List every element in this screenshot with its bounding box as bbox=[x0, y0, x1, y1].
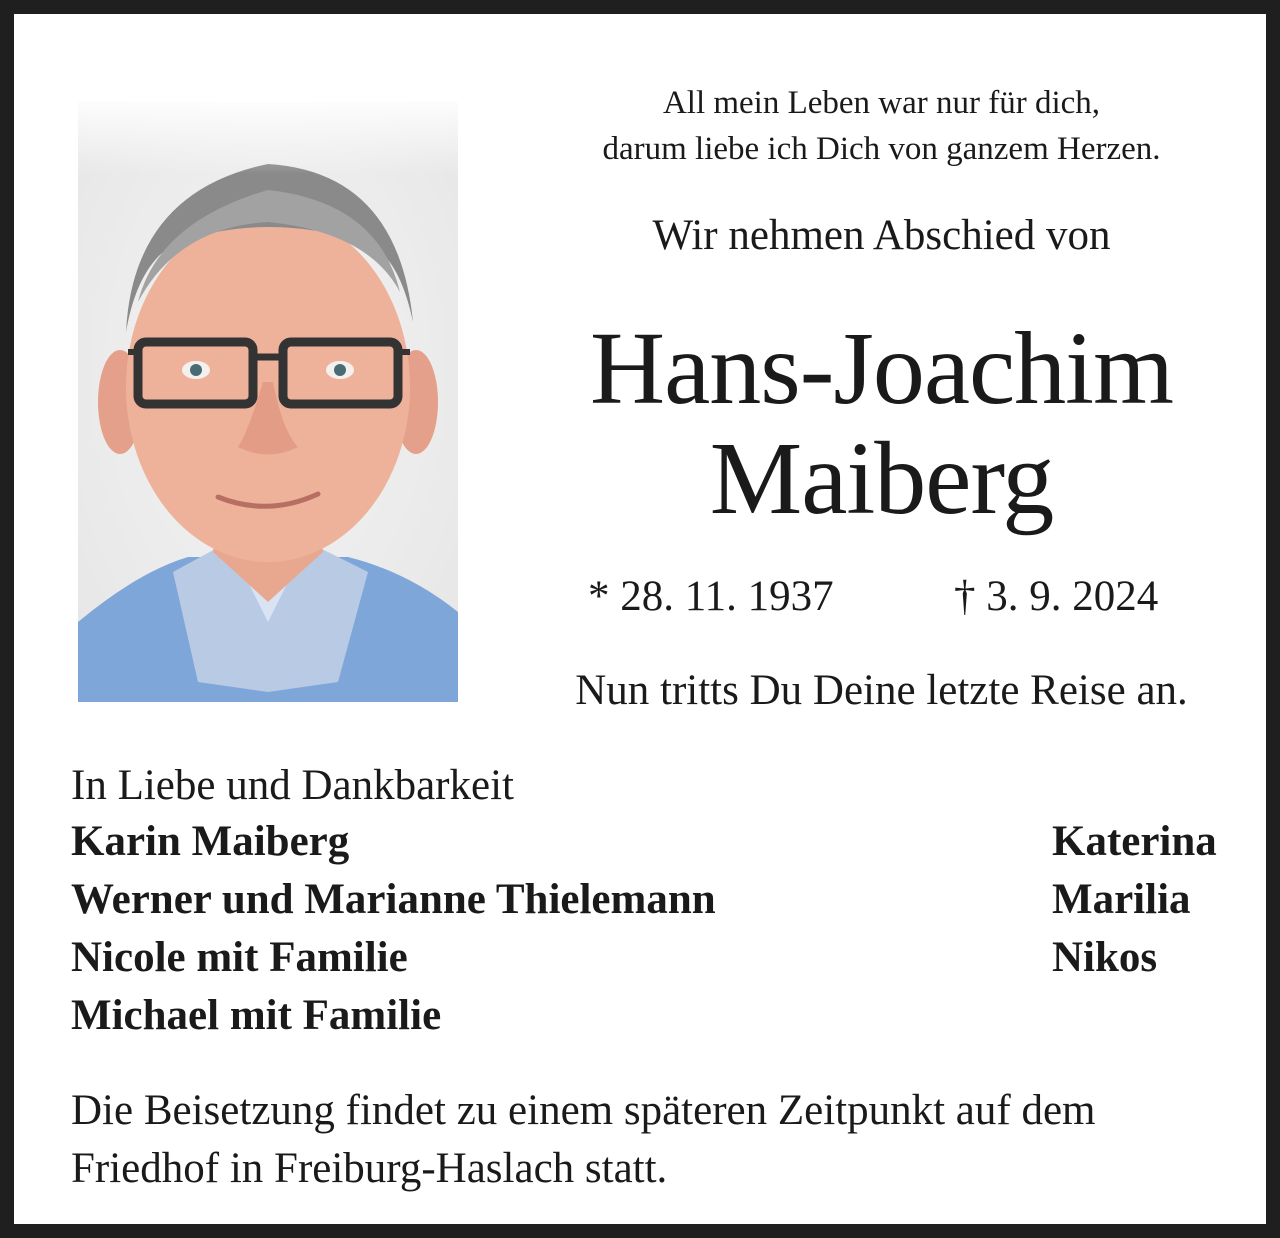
mourner: Michael mit Familie bbox=[71, 992, 442, 1039]
burial-line-2: Friedhof in Freiburg-Haslach statt. bbox=[71, 1145, 668, 1192]
death-date: † 3. 9. 2024 bbox=[954, 573, 1159, 620]
mourner: Karin Maiberg bbox=[71, 818, 350, 865]
deceased-name bbox=[514, 311, 1249, 536]
deceased-last-name: Maiberg bbox=[709, 421, 1054, 536]
birth-date: * 28. 11. 1937 bbox=[588, 573, 834, 620]
portrait-photo bbox=[78, 102, 458, 702]
motto-line-1: All mein Leben war nur für dich, bbox=[662, 85, 1101, 121]
deceased-first-name: Hans-Joachim bbox=[590, 311, 1173, 426]
mourners-list-left bbox=[71, 813, 716, 1045]
farewell-heading: Wir nehmen Abschied von bbox=[652, 212, 1111, 259]
motto-verse bbox=[514, 80, 1249, 172]
burial-line-1: Die Beisetzung findet zu einem späteren Zeitpunkt auf dem bbox=[71, 1087, 1096, 1134]
motto-line-2: darum liebe ich Dich von ganzem Herzen. bbox=[602, 131, 1161, 167]
mourners-list-right bbox=[1052, 813, 1217, 987]
mourner: Werner und Marianne Thielemann bbox=[71, 876, 716, 923]
burial-notice bbox=[71, 1082, 1251, 1198]
journey-line: Nun tritts Du Deine letzte Reise an. bbox=[575, 667, 1188, 714]
thanks-line: In Liebe und Dankbarkeit bbox=[71, 762, 514, 809]
mourner: Marilia bbox=[1052, 876, 1191, 923]
mourner: Katerina bbox=[1052, 818, 1217, 865]
mourner: Nicole mit Familie bbox=[71, 934, 408, 981]
mourner: Nikos bbox=[1052, 934, 1158, 981]
